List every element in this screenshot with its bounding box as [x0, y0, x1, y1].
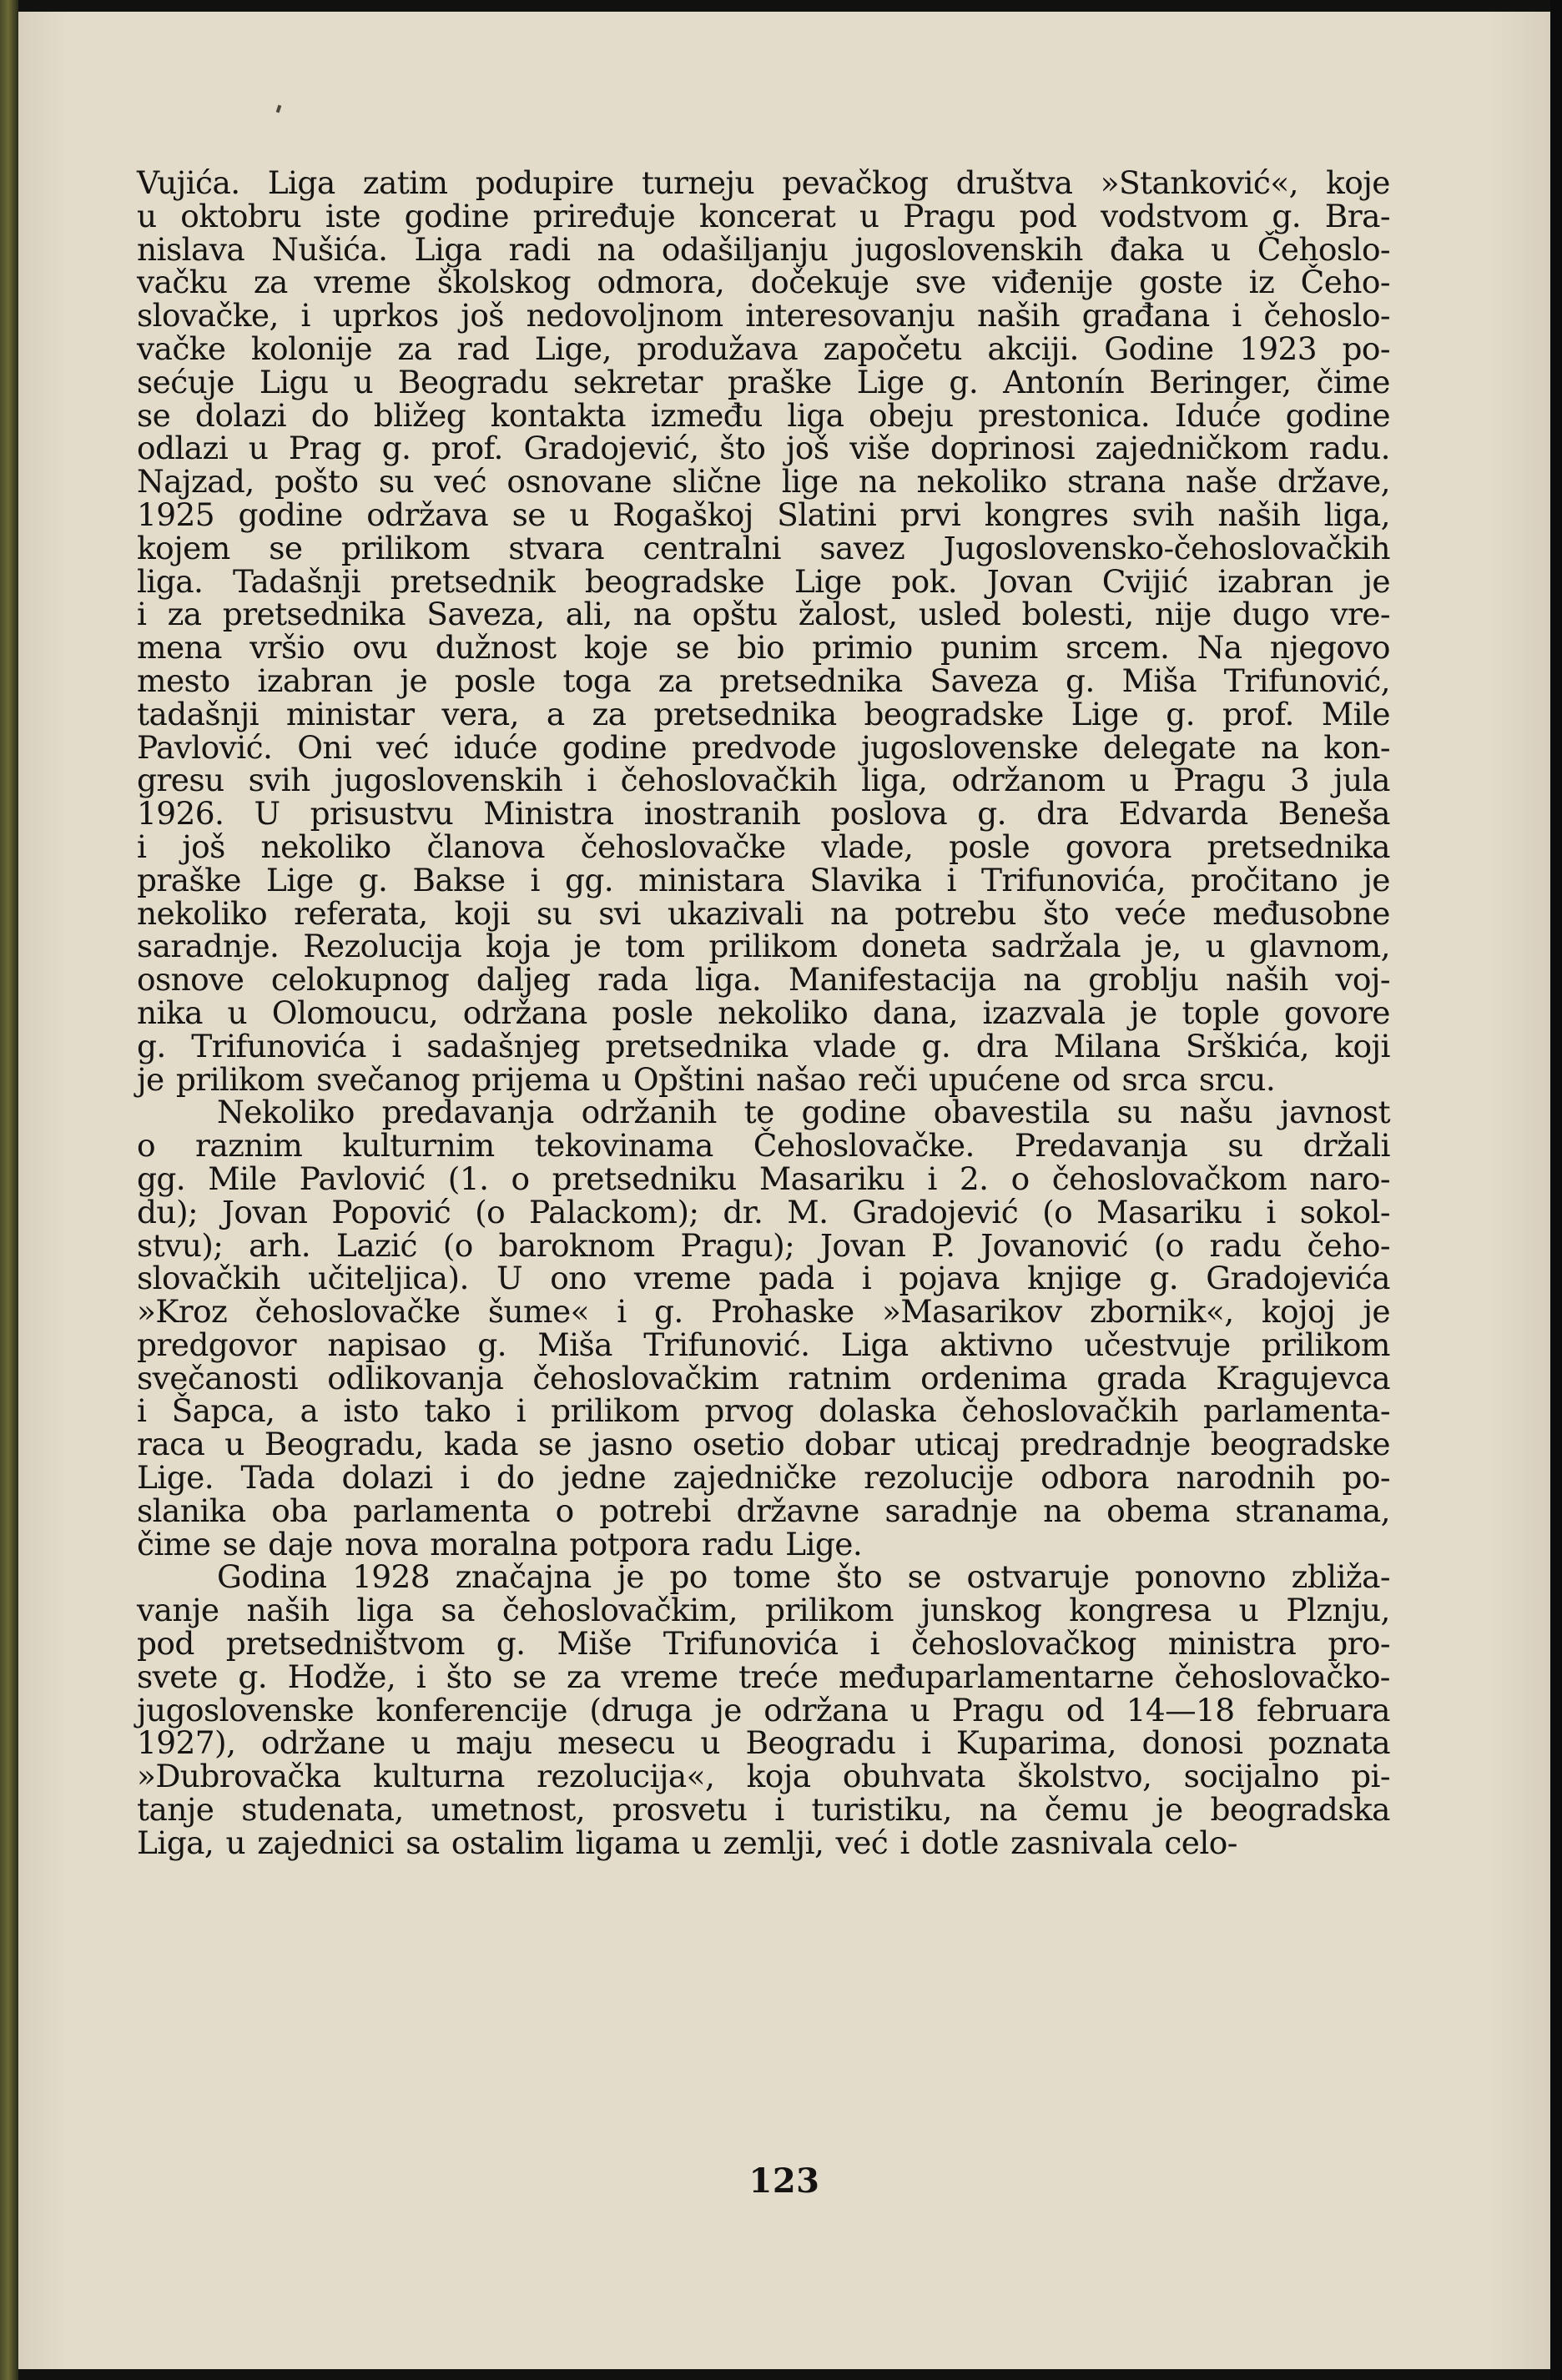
- text-line: odlazi u Prag g. prof. Gradojević, što još više doprinosi zajedničkom radu.: [137, 430, 1390, 467]
- text-line: i još nekoliko članova čehoslovačke vlade, posle govora pretsednika: [137, 828, 1390, 865]
- text-line: se dolazi do bližeg kontakta između liga obeju prestonica. Iduće godine: [137, 396, 1390, 434]
- text-line: osnove celokupnog daljeg rada liga. Manifestacija na groblju naših voj-: [137, 961, 1390, 999]
- text-line: vačke kolonije za rad Lige, produžava započetu akciji. Godine 1923 po-: [137, 330, 1390, 367]
- text-line: saradnje. Rezolucija koja je tom prilikom doneta sadržala je, u glavnom,: [137, 928, 1390, 965]
- text-line: 1925 godine održava se u Rogaškoj Slatini prvi kongres svih naših liga,: [137, 496, 1390, 533]
- text-line: tadašnji ministar vera, a za pretsednika beogradske Lige g. prof. Mile: [137, 695, 1390, 732]
- text-line: sećuje Ligu u Beogradu sekretar praške Lige g. Antonín Beringer, čime: [137, 363, 1390, 400]
- text-line: du); Jovan Popović (o Palackom); dr. M. Gradojević (o Masariku i sokol-: [137, 1193, 1390, 1230]
- text-line: liga. Tadašnji pretsednik beogradske Lige pok. Jovan Cvijić izabran je: [137, 562, 1390, 600]
- text-line: vačku za vreme školskog odmora, dočekuje sve viđenije goste iz Čeho-: [137, 264, 1390, 301]
- text-line: stvu); arh. Lazić (o baroknom Pragu); Jovan P. Jovanović (o radu čeho-: [137, 1226, 1390, 1264]
- text-line: Najzad, pošto su već osnovane slične lige na nekoliko strana naše države,: [137, 463, 1390, 501]
- scan-border: [1550, 0, 1562, 2380]
- text-line: Vujića. Liga zatim podupire turneju pevačkog društva »Stanković«, koje: [137, 164, 1390, 201]
- text-line: gg. Mile Pavlović (1. o pretsedniku Masariku i 2. o čehoslovačkom naro-: [137, 1160, 1390, 1197]
- book-binding-edge: [0, 0, 18, 2380]
- text-line: tanje studenata, umetnost, prosvetu i turistiku, na čemu je beogradska: [137, 1791, 1390, 1829]
- text-line: Pavlović. Oni već iduće godine predvode jugoslovenske delegate na kon-: [137, 728, 1390, 766]
- text-line: Godina 1928 značajna je po tome što se ostvaruje ponovno zbliža-: [217, 1558, 1390, 1596]
- text-line: kojem se prilikom stvara centralni savez Jugoslovensko-čehoslovačkih: [137, 529, 1390, 566]
- text-line: i za pretsednika Saveza, ali, na opštu žalost, usled bolesti, nije dugo vre-: [137, 596, 1390, 633]
- paragraph: [137, 1096, 1390, 1561]
- paragraph: [137, 164, 1390, 1098]
- text-line: jugoslovenske konferencije (druga je održana u Pragu od 14—18 februara: [137, 1691, 1390, 1728]
- body-text: [137, 164, 1390, 1861]
- page-number: 123: [748, 2161, 820, 2201]
- text-line: predgovor napisao g. Miša Trifunović. Liga aktivno učestvuje prilikom: [137, 1326, 1390, 1363]
- text-line: u oktobru iste godine priređuje koncerat u Pragu pod vodstvom g. Bra-: [137, 197, 1390, 234]
- text-line: slovačkih učiteljica). U ono vreme pada i pojava knjige g. Gradojevića: [137, 1260, 1390, 1297]
- text-line: g. Trifunovića i sadašnjeg pretsednika vlade g. dra Milana Srškića, koji: [137, 1027, 1390, 1064]
- text-line: praške Lige g. Bakse i gg. ministara Slavika i Trifunovića, pročitano je: [137, 861, 1390, 898]
- text-line: čime se daje nova moralna potpora radu Lige.: [137, 1525, 863, 1562]
- text-line: svete g. Hodže, i što se za vreme treće međuparlamentarne čehoslovačko-: [137, 1658, 1390, 1695]
- text-line: svečanosti odlikovanja čehoslovačkim ratnim ordenima grada Kragujevca: [137, 1359, 1390, 1396]
- paragraph: [137, 1558, 1390, 1861]
- text-line: pod pretsedništvom g. Miše Trifunovića i čehoslovačkog ministra pro-: [137, 1625, 1390, 1663]
- text-line: mesto izabran je posle toga za pretsednika Saveza g. Miša Trifunović,: [137, 662, 1390, 699]
- text-line: slovačke, i uprkos još nedovoljnom interesovanju naših građana i čehoslo-: [137, 297, 1390, 335]
- text-line: vanje naših liga sa čehoslovačkim, prilikom junskog kongresa u Plznju,: [137, 1592, 1390, 1629]
- text-line: »Kroz čehoslovačke šume« i g. Prohaske »Masarikov zbornik«, kojoj je: [137, 1293, 1390, 1331]
- text-line: slanika oba parlamenta o potrebi državne saradnje na obema stranama,: [137, 1492, 1390, 1529]
- text-line: Nekoliko predavanja održanih te godine obavestila su našu javnost: [217, 1094, 1390, 1131]
- text-line: raca u Beogradu, kada se jasno osetio dobar uticaj predradnje beogradske: [137, 1426, 1390, 1463]
- text-line: 1927), održane u maju mesecu u Beogradu i Kuparima, donosi poznata: [137, 1724, 1390, 1762]
- text-line: Liga, u zajednici sa ostalim ligama u zemlji, već i dotle zasnivala celo-: [137, 1824, 1237, 1861]
- text-line: nislava Nušića. Liga radi na odašiljanju jugoslovenskih đaka u Čehoslo-: [137, 230, 1390, 268]
- text-line: nika u Olomoucu, održana posle nekoliko dana, izazvala je tople govore: [137, 994, 1390, 1031]
- text-line: Lige. Tada dolazi i do jedne zajedničke rezolucije odbora narodnih po-: [137, 1459, 1390, 1497]
- text-line: »Dubrovačka kulturna rezolucija«, koja obuhvata školstvo, socijalno pi-: [137, 1758, 1390, 1795]
- text-line: i Šapca, a isto tako i prilikom prvog dolaska čehoslovačkih parlamenta-: [137, 1392, 1390, 1430]
- text-line: nekoliko referata, koji su svi ukazivali na potrebu što veće međusobne: [137, 894, 1390, 932]
- text-line: gresu svih jugoslovenskih i čehoslovačkih liga, održanom u Pragu 3 jula: [137, 762, 1390, 799]
- text-line: o raznim kulturnim tekovinama Čehoslovačke. Predavanja su držali: [137, 1127, 1390, 1165]
- paper-speck: [276, 105, 282, 113]
- text-line: je prilikom svečanog prijema u Opštini našao reči upućene od srca srcu.: [137, 1060, 1276, 1098]
- text-line: mena vršio ovu dužnost koje se bio primio punim srcem. Na njegovo: [137, 629, 1390, 667]
- text-line: 1926. U prisustvu Ministra inostranih poslova g. dra Edvarda Beneša: [137, 795, 1390, 833]
